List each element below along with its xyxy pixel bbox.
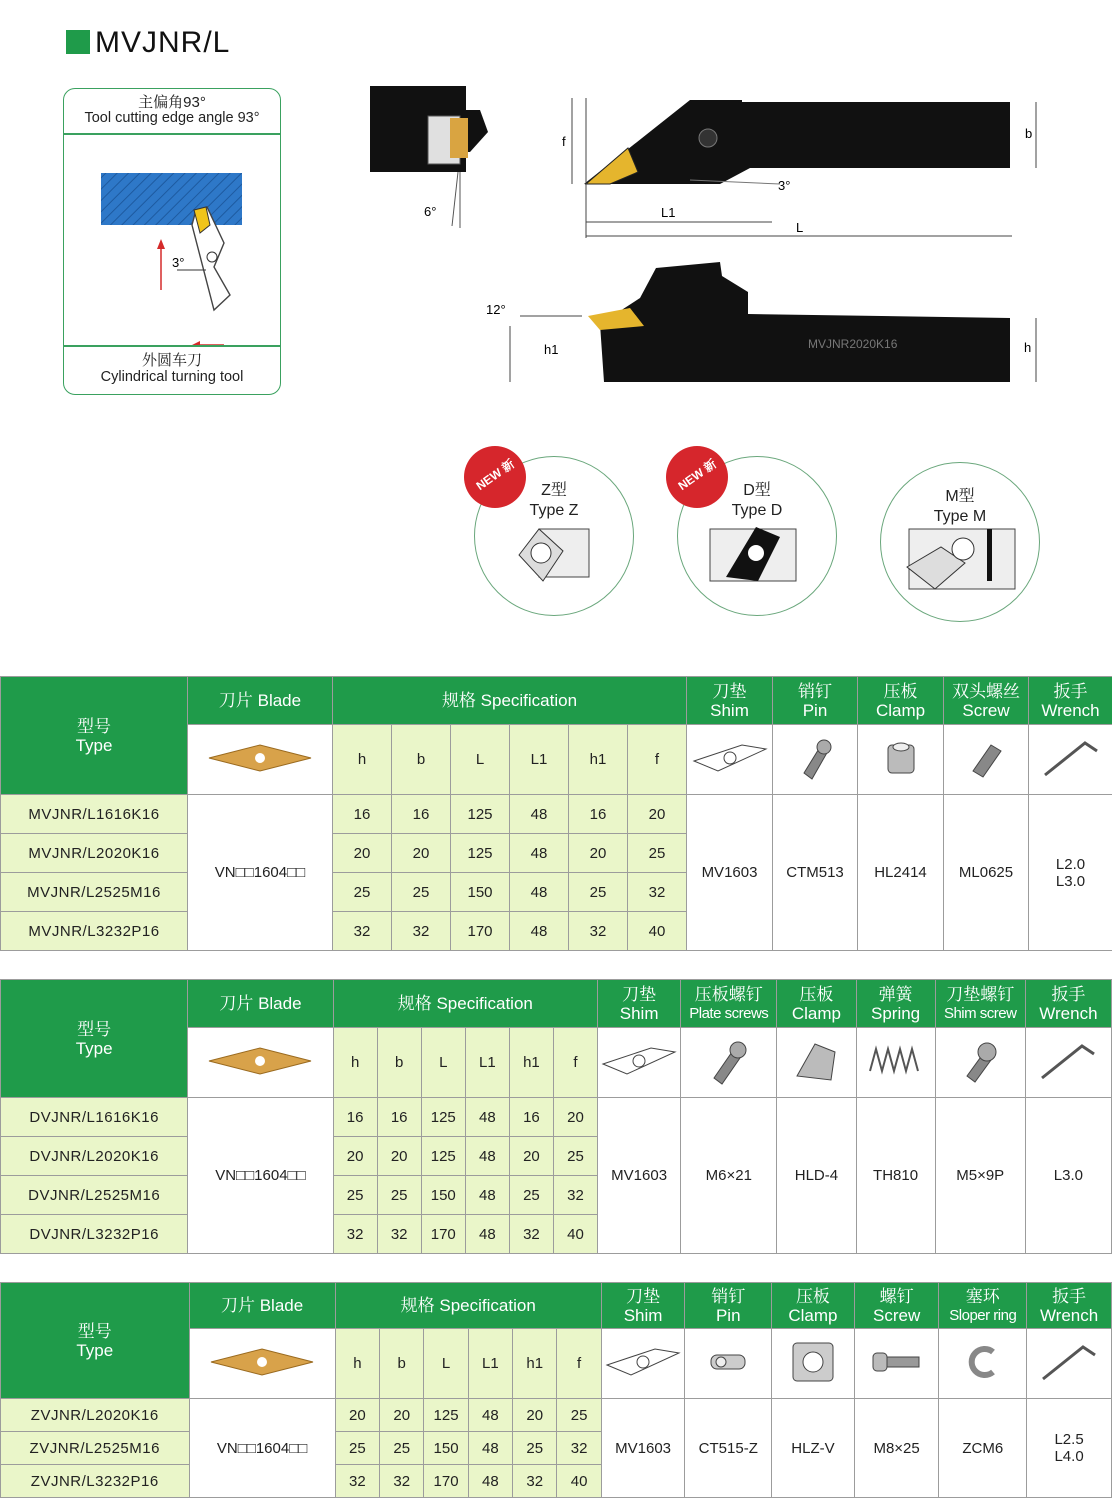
type-d-en: Type D xyxy=(731,502,783,519)
spec-value: 20 xyxy=(628,795,687,834)
spec-value: 40 xyxy=(628,912,687,951)
type-m-cn: M型 xyxy=(945,488,975,505)
spec-value: 48 xyxy=(465,1137,509,1176)
spec-value: 25 xyxy=(628,834,687,873)
blade-header: 刀片 Blade xyxy=(188,677,333,725)
blade-code: VN□□1604□□ xyxy=(188,795,333,951)
dim-f-label: f xyxy=(562,134,566,149)
spec-value: 25 xyxy=(377,1176,421,1215)
spec-col-h: h xyxy=(333,725,392,795)
blade-insert-icon xyxy=(205,741,315,775)
spec-value: 20 xyxy=(380,1399,424,1432)
clearance-angle-label: 6° xyxy=(424,204,437,219)
plate-screw-value: M6×21 xyxy=(681,1098,777,1254)
spec-col-L: L xyxy=(424,1329,468,1399)
spec-value: 170 xyxy=(451,912,510,951)
clamp-value: HLZ-V xyxy=(772,1399,855,1498)
spec-col-b: b xyxy=(380,1329,424,1399)
tool-drawings xyxy=(360,80,1080,400)
acc-header-screw: 双头螺丝 Screw xyxy=(944,677,1029,725)
type-header: 型号 Type xyxy=(1,677,188,795)
blade-code: VN□□1604□□ xyxy=(189,1399,335,1498)
model-cell: DVJNR/L3232P16 xyxy=(1,1215,188,1254)
spec-value: 20 xyxy=(513,1399,557,1432)
cutting-angle-panel xyxy=(63,88,281,395)
acc-header-shim: 刀垫 Shim xyxy=(687,677,773,725)
model-cell: DVJNR/L1616K16 xyxy=(1,1098,188,1137)
spec-header: 规格 Specification xyxy=(335,1283,601,1329)
clamp-value: HLD-4 xyxy=(777,1098,856,1254)
spec-value: 20 xyxy=(392,834,451,873)
type-header: 型号 Type xyxy=(1,980,188,1098)
spec-value: 48 xyxy=(468,1399,512,1432)
spec-value: 25 xyxy=(335,1432,379,1465)
spring-icon xyxy=(856,1028,935,1098)
plate-screw-icon xyxy=(681,1028,777,1098)
title-text: MVJNR/L xyxy=(95,26,231,59)
shim-screw-value: M5×9P xyxy=(935,1098,1025,1254)
type-z-en: Type Z xyxy=(529,502,579,519)
spec-header: 规格 Specification xyxy=(333,677,687,725)
shim-screw-icon xyxy=(935,1028,1025,1098)
spec-value: 32 xyxy=(377,1215,421,1254)
spec-col-h1: h1 xyxy=(569,725,628,795)
spec-table-zvjnr xyxy=(0,1282,1112,1498)
spec-value: 32 xyxy=(628,873,687,912)
spec-col-h: h xyxy=(333,1028,377,1098)
spec-value: 48 xyxy=(465,1176,509,1215)
acc-header-shim-screw: 刀垫螺钉 Shim screw xyxy=(935,980,1025,1028)
page-title xyxy=(66,26,230,60)
spec-value: 20 xyxy=(553,1098,597,1137)
spec-value: 48 xyxy=(465,1215,509,1254)
wrench-icon xyxy=(1025,1028,1111,1098)
spec-value: 40 xyxy=(557,1465,601,1498)
acc-header-spring: 弹簧 Spring xyxy=(856,980,935,1028)
spec-value: 32 xyxy=(335,1465,379,1498)
clamp-icon xyxy=(772,1329,855,1399)
spec-table-dvjnr xyxy=(0,979,1112,1254)
spec-value: 25 xyxy=(333,1176,377,1215)
pin-value: CTM513 xyxy=(773,795,858,951)
spec-value: 48 xyxy=(468,1432,512,1465)
acc-header-sloper-ring: 塞环 Sloper ring xyxy=(939,1283,1027,1329)
wrench-value: L2.0 L3.0 xyxy=(1029,795,1112,951)
spec-value: 20 xyxy=(333,834,392,873)
spec-value: 16 xyxy=(333,795,392,834)
new-badge-z: NEW 新 xyxy=(464,446,526,508)
feed-arrow-icon xyxy=(157,239,165,249)
spec-value: 32 xyxy=(509,1215,553,1254)
top-view-drawing xyxy=(562,98,1036,238)
spec-col-f: f xyxy=(628,725,687,795)
pin-icon xyxy=(773,725,858,795)
wrench-icon xyxy=(1029,725,1112,795)
spec-value: 25 xyxy=(553,1137,597,1176)
type-m-clamp-icon xyxy=(905,523,1021,595)
shim-icon xyxy=(687,725,773,795)
model-cell: MVJNR/L2525M16 xyxy=(1,873,188,912)
dim-b-label: b xyxy=(1025,126,1033,141)
spec-value: 16 xyxy=(333,1098,377,1137)
turning-diagram xyxy=(64,135,280,345)
type-header: 型号 Type xyxy=(1,1283,190,1399)
acc-header-screw: 螺钉 Screw xyxy=(854,1283,939,1329)
acc-header-wrench: 扳手 Wrench xyxy=(1029,677,1112,725)
type-z-clamp-icon xyxy=(503,521,603,591)
spec-value: 25 xyxy=(333,873,392,912)
spec-value: 150 xyxy=(424,1432,468,1465)
spec-value: 25 xyxy=(380,1432,424,1465)
spec-col-L: L xyxy=(421,1028,465,1098)
clamp-icon xyxy=(777,1028,856,1098)
shim-icon xyxy=(598,1028,681,1098)
shim-value: MV1603 xyxy=(601,1399,685,1498)
blade-image-cell xyxy=(188,1028,333,1098)
spec-value: 16 xyxy=(392,795,451,834)
spec-col-L1: L1 xyxy=(465,1028,509,1098)
spec-value: 25 xyxy=(392,873,451,912)
spec-value: 125 xyxy=(421,1098,465,1137)
model-cell: ZVJNR/L2020K16 xyxy=(1,1399,190,1432)
spec-col-b: b xyxy=(377,1028,421,1098)
angle-caption-en: Cylindrical turning tool xyxy=(100,369,244,385)
spec-value: 32 xyxy=(333,1215,377,1254)
acc-header-pin: 销钉 Pin xyxy=(773,677,858,725)
pin-value: CT515-Z xyxy=(685,1399,772,1498)
spec-value: 20 xyxy=(377,1137,421,1176)
spec-value: 170 xyxy=(424,1465,468,1498)
blade-header: 刀片 Blade xyxy=(188,980,333,1028)
blade-insert-icon xyxy=(207,1345,317,1379)
spec-value: 20 xyxy=(335,1399,379,1432)
acc-header-clamp: 压板 Clamp xyxy=(772,1283,855,1329)
spring-value: TH810 xyxy=(856,1098,935,1254)
acc-header-shim: 刀垫 Shim xyxy=(601,1283,685,1329)
model-cell: MVJNR/L1616K16 xyxy=(1,795,188,834)
model-cell: MVJNR/L3232P16 xyxy=(1,912,188,951)
acc-header-clamp: 压板 Clamp xyxy=(858,677,944,725)
spec-col-f: f xyxy=(557,1329,601,1399)
dim-12deg-label: 12° xyxy=(486,302,506,317)
pin-icon xyxy=(685,1329,772,1399)
wrench-value: L2.5 L4.0 xyxy=(1027,1399,1112,1498)
angle-caption-cn: 外圆车刀 xyxy=(141,352,202,369)
blade-insert-icon xyxy=(205,1044,315,1078)
spec-col-h1: h1 xyxy=(513,1329,557,1399)
spec-value: 16 xyxy=(509,1098,553,1137)
sloper-ring-value: ZCM6 xyxy=(939,1399,1027,1498)
model-cell: ZVJNR/L2525M16 xyxy=(1,1432,190,1465)
spec-col-h: h xyxy=(335,1329,379,1399)
shim-value: MV1603 xyxy=(687,795,773,951)
shim-icon xyxy=(601,1329,685,1399)
type-z-cn: Z型 xyxy=(541,482,567,499)
title-square-icon xyxy=(66,30,90,54)
spec-col-L1: L1 xyxy=(510,725,569,795)
spec-value: 48 xyxy=(510,834,569,873)
spec-col-h1: h1 xyxy=(509,1028,553,1098)
acc-header-wrench: 扳手 Wrench xyxy=(1025,980,1111,1028)
dim-h1-label: h1 xyxy=(544,342,559,357)
acc-header-clamp: 压板 Clamp xyxy=(777,980,856,1028)
new-badge-d: NEW 新 xyxy=(666,446,728,508)
angle-divider-bottom xyxy=(64,345,280,347)
spec-value: 125 xyxy=(451,834,510,873)
spec-value: 32 xyxy=(333,912,392,951)
spec-value: 25 xyxy=(557,1399,601,1432)
angle-title-en: Tool cutting edge angle 93° xyxy=(84,110,260,126)
spec-value: 48 xyxy=(465,1098,509,1137)
shim-value: MV1603 xyxy=(598,1098,681,1254)
model-cell: MVJNR/L2020K16 xyxy=(1,834,188,873)
spec-value: 150 xyxy=(451,873,510,912)
spec-value: 170 xyxy=(421,1215,465,1254)
spec-value: 16 xyxy=(377,1098,421,1137)
spec-value: 48 xyxy=(468,1465,512,1498)
end-view-drawing xyxy=(370,86,488,228)
angle-title-cn: 主偏角93° xyxy=(138,94,206,111)
blade-header: 刀片 Blade xyxy=(189,1283,335,1329)
spec-value: 125 xyxy=(424,1399,468,1432)
blade-code: VN□□1604□□ xyxy=(188,1098,333,1254)
screw-icon xyxy=(854,1329,939,1399)
spec-value: 16 xyxy=(569,795,628,834)
spec-col-L: L xyxy=(451,725,510,795)
dim-h-label: h xyxy=(1024,340,1032,355)
sloper-ring-icon xyxy=(939,1329,1027,1399)
model-cell: DVJNR/L2525M16 xyxy=(1,1176,188,1215)
type-m-en: Type M xyxy=(933,508,987,525)
acc-header-shim: 刀垫 Shim xyxy=(598,980,681,1028)
spec-value: 32 xyxy=(392,912,451,951)
spec-value: 32 xyxy=(569,912,628,951)
spec-value: 20 xyxy=(569,834,628,873)
spec-col-b: b xyxy=(392,725,451,795)
spec-col-f: f xyxy=(553,1028,597,1098)
acc-header-wrench: 扳手 Wrench xyxy=(1027,1283,1112,1329)
spec-value: 25 xyxy=(509,1176,553,1215)
workpiece-icon xyxy=(101,173,242,225)
spec-value: 32 xyxy=(513,1465,557,1498)
acc-header-plate-screws: 压板螺钉 Plate screws xyxy=(681,980,777,1028)
spec-value: 32 xyxy=(380,1465,424,1498)
spec-value: 32 xyxy=(553,1176,597,1215)
type-d-clamp-icon xyxy=(706,521,806,591)
spec-value: 125 xyxy=(421,1137,465,1176)
spec-value: 40 xyxy=(553,1215,597,1254)
side-view-drawing xyxy=(486,262,1036,382)
spec-value: 48 xyxy=(510,795,569,834)
spec-value: 48 xyxy=(510,873,569,912)
blade-image-cell xyxy=(188,725,333,795)
angle-3-label: 3° xyxy=(172,255,185,270)
spec-value: 20 xyxy=(509,1137,553,1176)
acc-header-pin: 销钉 Pin xyxy=(685,1283,772,1329)
spec-value: 25 xyxy=(513,1432,557,1465)
spec-value: 25 xyxy=(569,873,628,912)
spec-header: 规格 Specification xyxy=(333,980,597,1028)
screw-value: ML0625 xyxy=(944,795,1029,951)
spec-table-mvjnr xyxy=(0,676,1112,951)
dim-L1-label: L1 xyxy=(661,205,676,220)
type-d-cn: D型 xyxy=(743,482,771,499)
wrench-value: L3.0 xyxy=(1025,1098,1111,1254)
spec-col-L1: L1 xyxy=(468,1329,512,1399)
clamp-icon xyxy=(858,725,944,795)
model-cell: ZVJNR/L3232P16 xyxy=(1,1465,190,1498)
type-m-circle xyxy=(880,462,1040,622)
model-cell: DVJNR/L2020K16 xyxy=(1,1137,188,1176)
spec-value: 32 xyxy=(557,1432,601,1465)
screw-value: M8×25 xyxy=(854,1399,939,1498)
screw-icon xyxy=(944,725,1029,795)
spec-value: 125 xyxy=(451,795,510,834)
dim-3deg-label: 3° xyxy=(778,178,791,193)
holder-marking: MVJNR2020K16 xyxy=(808,337,898,351)
dim-L-label: L xyxy=(796,220,804,235)
wrench-icon xyxy=(1027,1329,1112,1399)
clamp-value: HL2414 xyxy=(858,795,944,951)
spec-value: 150 xyxy=(421,1176,465,1215)
spec-value: 48 xyxy=(510,912,569,951)
spec-value: 20 xyxy=(333,1137,377,1176)
blade-image-cell xyxy=(189,1329,335,1399)
